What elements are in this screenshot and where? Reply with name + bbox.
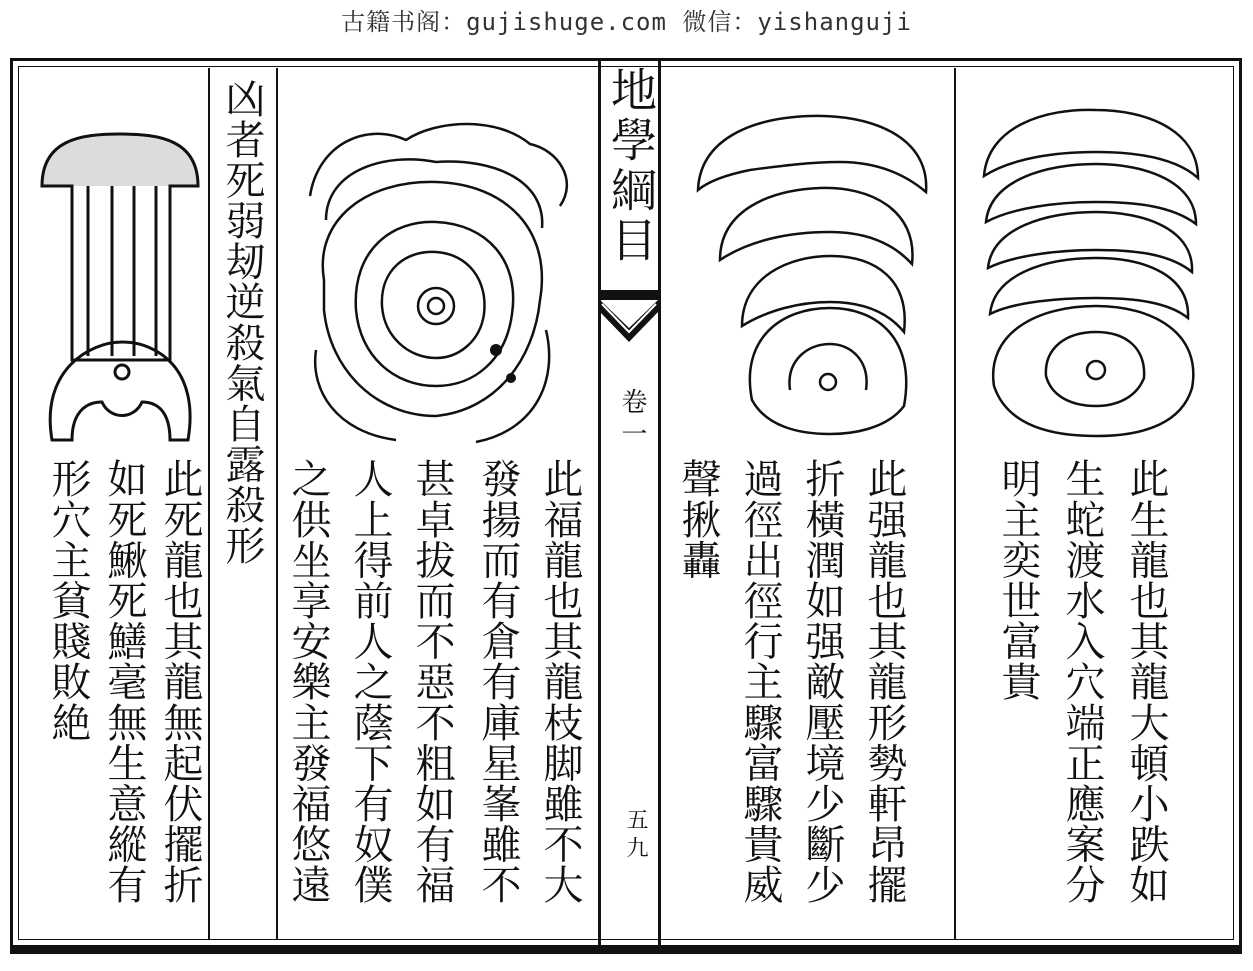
strong-dragon-col-4: 聲揪轟 — [675, 458, 721, 580]
living-dragon-illustration — [976, 96, 1208, 440]
strong-dragon-col-2: 折橫潤如强敵壓境少斷少 — [799, 458, 845, 905]
center-title: 地學綱目 — [604, 66, 658, 266]
blessed-dragon-col-3: 甚卓拔而不惡不粗如有福 — [409, 458, 455, 905]
dead-dragon-col-3: 形穴主貧賤敗絶 — [45, 458, 91, 743]
divider-left-section — [276, 68, 278, 940]
watermark-header: 古籍书阁：gujishuge.com 微信：yishanguji — [341, 8, 912, 36]
dead-dragon-illustration — [30, 120, 210, 450]
living-dragon-col-3: 明主奕世富貴 — [995, 458, 1041, 702]
strong-dragon-col-3: 過徑出徑行主驟富驟貴威 — [737, 458, 783, 905]
bottom-rule — [10, 948, 1242, 954]
left-heading: 凶者死弱刼逆殺氣自露殺形 — [219, 78, 265, 566]
strong-dragon-illustration — [690, 100, 940, 440]
divider-right-section — [954, 68, 956, 940]
blessed-dragon-col-1: 此福龍也其龍枝脚雖不大 — [537, 458, 583, 905]
divider-center-left — [598, 60, 601, 948]
page-number: 五九 — [623, 808, 648, 864]
fishtail-ornament — [600, 290, 658, 350]
divider-center-right — [658, 60, 661, 948]
blessed-dragon-col-2: 發揚而有倉有庫星峯雖不 — [475, 458, 521, 905]
blessed-dragon-col-4: 人上得前人之蔭下有奴僕 — [347, 458, 393, 905]
living-dragon-col-2: 生蛇渡水入穴端正應案分 — [1059, 458, 1105, 905]
dead-dragon-col-2: 如死鰍死鱔毫無生意縱有 — [101, 458, 147, 905]
dead-dragon-col-1: 此死龍也其龍無起伏擺折 — [157, 458, 203, 905]
living-dragon-col-1: 此生龍也其龍大頓小跌如 — [1123, 458, 1169, 905]
blessed-dragon-col-5: 之供坐享安樂主發福悠遠 — [285, 458, 331, 905]
blessed-dragon-illustration — [296, 110, 586, 450]
strong-dragon-col-1: 此强龍也其龍形勢軒昂擺 — [861, 458, 907, 905]
volume-label: 卷一 — [617, 388, 647, 452]
